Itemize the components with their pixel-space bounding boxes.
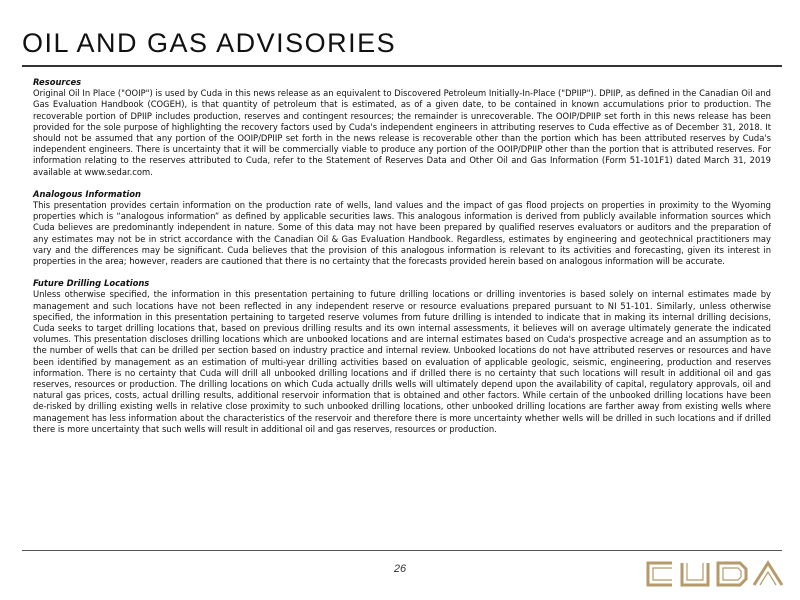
section-heading: Analogous Information bbox=[33, 188, 141, 199]
title-divider bbox=[22, 65, 782, 67]
page-number: 26 bbox=[393, 563, 407, 575]
resources-section bbox=[33, 77, 771, 178]
advisory-content bbox=[33, 77, 771, 446]
section-body: Unless otherwise specified, the information in this presentation pertaining to future drilling locations or drilling inventories is based solely on internal estimates made by management and such locations have not been reflected in any independent reserve or resource evaluations prepared pursuant to NI 51-101. Similarly, unless otherwise specified, the information in this presentation pertaining to targeted reserve volumes from future drilling is intended to indicate that in making its internal drilling decisions, Cuda seeks to target drilling locations that, based on previous drilling results and its own internal assessments, it believes will on average ultimately generate the indicated volumes. This presentation discloses drilling locations which are unbooked locations and are internal estimates based on Cuda's prospective acreage and an assumption as to the number of wells that can be drilled per section based on industry practice and internal review. Unbooked locations do not have attributed reserves or resources and have been identified by management as an estimation of multi-year drilling activities based on evaluation of applicable geologic, seismic, engineering, production and reserves information. There is no certainty that Cuda will drill all unbooked drilling locations and if drilled there is no certainty that such locations will result in additional oil and gas reserves, resources or production. The drilling locations on which Cuda actually drills wells will ultimately depend upon the availability of capital, regulatory approvals, oil and natural gas prices, costs, actual drilling results, additional reservoir information that is obtained and other factors. While certain of the unbooked drilling locations have been de-risked by drilling existing wells in relative close proximity to such unbooked drilling locations, other unbooked drilling locations are farther away from existing wells where management has less information about the characteristics of the reservoir and therefore there is more uncertainty whether wells will be drilled in such locations and if drilled there is more uncertainty that such wells will result in additional oil and gas reserves, resources or production. bbox=[33, 289, 771, 434]
page-title: OIL AND GAS ADVISORIES bbox=[22, 28, 397, 58]
section-body: Original Oil In Place ("OOIP") is used by Cuda in this news release as an equivalent to Discovered Petroleum Initially-In-Place ("DPIIP"). DPIIP, as defined in the Canadian Oil and Gas Evaluation Handbook (COGEH), is that quantity of petroleum that is estimated, as of a given date, to be contained in known accumulations prior to production. The recoverable portion of DPIIP includes production, reserves and contingent resources; the remainder is unrecoverable. The OOIP/DPIIP set forth in this news release has been provided for the sole purpose of highlighting the recovery factors used by Cuda's independent engineers in attributing reserves to Cuda effective as of December 31, 2018. It should not be assumed that any portion of the OOIP/DPIIP set forth in the news release is recoverable other than the portion which has been attributed reserves by Cuda's independent engineers. There is uncertainty that it will be commercially viable to produce any portion of the OOIP/DPIIP other than the portion that is attributed reserves. For information relating to the reserves attributed to Cuda, refer to the Statement of Reserves Data and Other Oil and Gas Information (Form 51-101F1) dated March 31, 2019 available at www.sedar.com. bbox=[33, 88, 771, 177]
section-heading: Resources bbox=[33, 77, 82, 87]
section-body: This presentation provides certain information on the production rate of wells, land values and the impact of gas flood projects on properties in proximity to the Wyoming properties which is “analogous information” as defined by applicable securities laws. This analogous information is derived from publicly available information sources which Cuda believes are predominantly independent in nature. Some of this data may not have been prepared by qualified reserves evaluators or auditors and the preparation of any estimates may not be in strict accordance with the Canadian Oil & Gas Evaluation Handbook. Regardless, estimates by engineering and geotechnical practitioners may vary and the differences may be significant. Cuda believes that the provision of this analogous information is relevant to its activities and forecasting, given its interest in properties in the area; however, readers are cautioned that there is no certainty that the forecasts provided herein based on analogous information will be accurate. bbox=[33, 200, 771, 267]
cuda-logo bbox=[642, 558, 788, 590]
footer-divider bbox=[22, 550, 782, 551]
section-heading: Future Drilling Locations bbox=[33, 278, 150, 289]
future-drilling-locations-section bbox=[33, 278, 771, 435]
analogous-information-section bbox=[33, 189, 771, 267]
